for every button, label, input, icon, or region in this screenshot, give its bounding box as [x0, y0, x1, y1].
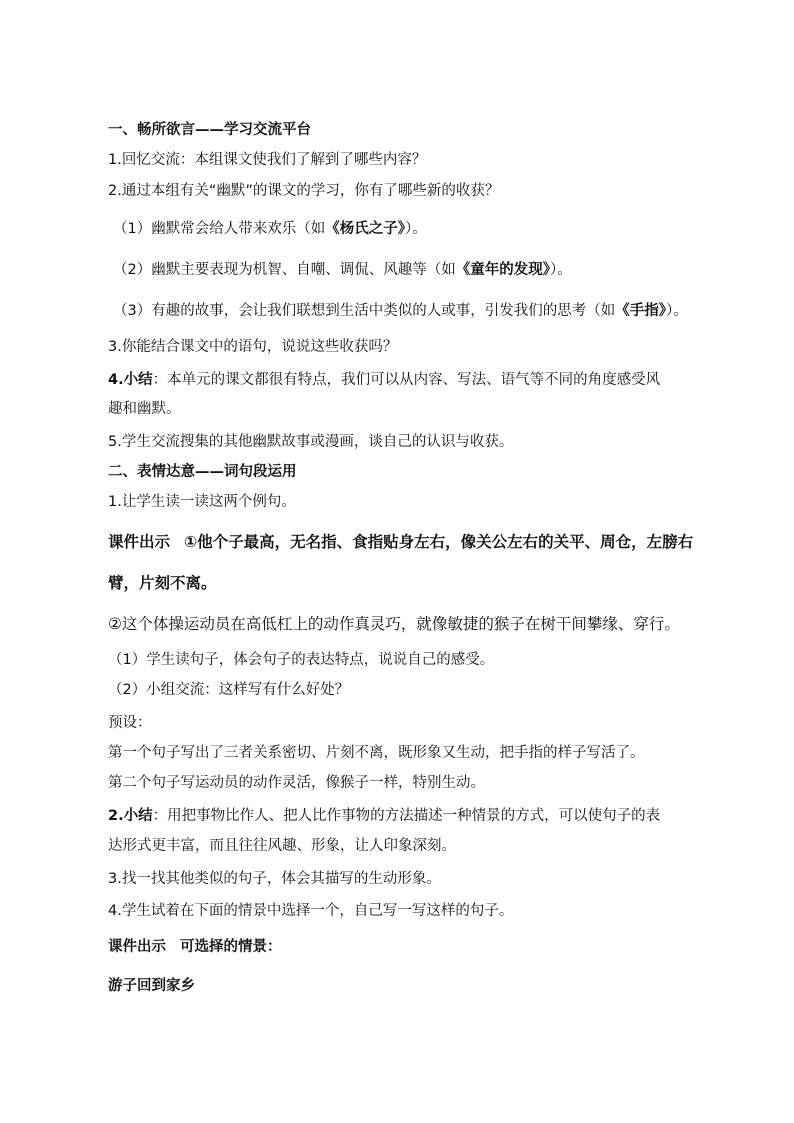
answer-2: 第二个句子写运动员的动作灵活，像猴子一样，特别生动。	[108, 775, 485, 791]
paragraph-3: 3.你能结合课文中的语句，说说这些收获吗？	[108, 339, 398, 355]
example-1-text: ①他个子最高，无名指、食指贴身左右，像关公左右的关平、周仓，左膀右	[184, 533, 694, 551]
response-2: （2）小组交流：这样写有什么好处？	[108, 682, 350, 698]
example-2: ②这个体操运动员在高低杠上的动作真灵巧，就像敏捷的猴子在树干间攀缘、穿行。	[108, 615, 680, 633]
example-1-continued: 臂，片刻不离。	[108, 574, 217, 592]
summary-text: ：本单元的课文都很有特点，我们可以从内容、写法、语气等不同的角度感受风	[152, 372, 661, 388]
preset-label: 预设：	[108, 715, 152, 731]
courseware-example-1	[108, 531, 693, 553]
summary-2-line-1	[108, 806, 660, 826]
section-heading-1: 一、畅所欲言——学习交流平台	[108, 122, 311, 138]
sub-item-1	[113, 219, 427, 239]
courseware-2-label: 课件出示	[108, 939, 166, 955]
summary-label: 4.小结	[108, 372, 153, 388]
paragraph-2: 2.通过本组有关“幽默”的课文的学习，你有了哪些新的收获？	[108, 183, 500, 199]
courseware-scenes	[108, 937, 282, 957]
summary-line-2: 趣和幽默。	[108, 401, 181, 417]
sub-item-3	[113, 301, 688, 321]
sub-item-3-title: 《手指》	[615, 303, 666, 319]
sub-item-3-suffix: ）。	[665, 303, 688, 319]
sub-item-2-prefix: （2）幽默主要表现为机智、自嘲、调侃、风趣等（如	[113, 262, 456, 278]
summary-2-label: 2.小结	[108, 808, 153, 824]
sub-item-1-suffix: ）。	[404, 221, 427, 237]
sub-item-2-title: 《童年的发现》	[455, 262, 550, 278]
sub-item-1-prefix: （1）幽默常会给人带来欢乐（如	[113, 221, 326, 237]
sub-item-2	[113, 260, 572, 280]
question-1: 1.让学生读一读这两个例句。	[108, 494, 296, 510]
paragraph-5: 5.学生交流搜集的其他幽默故事或漫画，谈自己的认识与收获。	[108, 434, 514, 450]
paragraph-1: 1.回忆交流：本组课文使我们了解到了哪些内容？	[108, 152, 427, 168]
summary-line-1	[108, 370, 660, 390]
answer-1: 第一个句子写出了三者关系密切、片刻不离，既形象又生动，把手指的样子写活了。	[108, 745, 645, 761]
courseware-2-text: 可选择的情景：	[180, 939, 282, 955]
section-heading-2: 二、表情达意——词句段运用	[108, 464, 297, 480]
scene-option-1: 游子回到家乡	[108, 978, 195, 994]
sub-item-3-prefix: （3）有趣的故事，会让我们联想到生活中类似的人或事，引发我们的思考（如	[113, 303, 616, 319]
response-1: （1）学生读句子，体会句子的表达特点，说说自己的感受。	[108, 652, 495, 668]
question-4: 4.学生试着在下面的情景中选择一个，自己写一写这样的句子。	[108, 903, 514, 919]
courseware-label: 课件出示	[108, 533, 171, 551]
summary-2-line-2: 达形式更丰富，而且往往风趣、形象，让人印象深刻。	[108, 838, 456, 854]
sub-item-1-title: 《杨氏之子》	[325, 221, 405, 237]
summary-2-text: ：用把事物比作人、把人比作事物的方法描述一种情景的方式，可以使句子的表	[152, 808, 661, 824]
sub-item-2-suffix: ）。	[549, 262, 572, 278]
question-3: 3.找一找其他类似的句子，体会其描写的生动形象。	[108, 871, 441, 887]
